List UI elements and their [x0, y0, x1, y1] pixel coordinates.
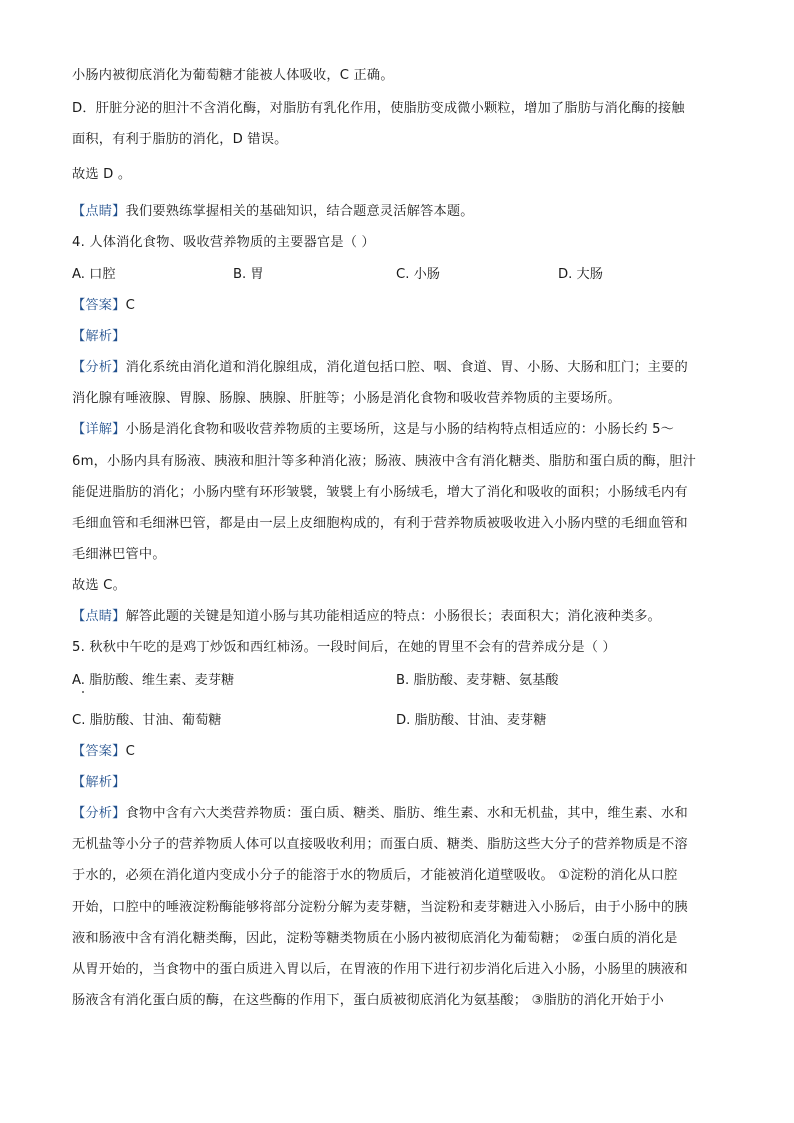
q4-jiexi-heading: 【解析】 [72, 329, 126, 344]
paragraph-line: 毛细淋巴管中。 [72, 547, 166, 562]
q5-option-c: C. 脂肪酸、甘油、葡萄糖 [72, 713, 222, 728]
q4-answer: C [125, 298, 135, 313]
paragraph-line: 消化腺有唾液腺、胃腺、肠腺、胰腺、肝脏等；小肠是消化食物和吸收营养物质的主要场所。 [72, 391, 621, 406]
question-4-stem: 4. 人体消化食物、吸收营养物质的主要器官是（ ） [72, 235, 375, 250]
paragraph-line: 能促进脂肪的消化；小肠内壁有环形皱襞，皱襞上有小肠绒毛，增大了消化和吸收的面积；小肠绒毛内有 [72, 485, 688, 500]
dianjing-line [72, 202, 722, 222]
stray-dot [82, 691, 84, 693]
q4-xiangjie-line [72, 420, 722, 440]
paragraph-line: 肠液含有消化蛋白质的酶，在这些酶的作用下，蛋白质被彻底消化为氨基酸； ③脂肪的消化开始于小 [72, 993, 665, 1008]
q4-option-b: B. 胃 [233, 267, 264, 282]
section-tag: 【分析】 [72, 806, 126, 821]
q5-jiexi-heading: 【解析】 [72, 775, 126, 790]
q4-option-a: A. 口腔 [72, 267, 116, 282]
paragraph-text: 小肠是消化食物和吸收营养物质的主要场所，这是与小肠的结构特点相适应的：小肠长约 5～ [125, 422, 675, 437]
paragraph-line: 故选 C。 [72, 578, 126, 593]
question-5-stem: 5. 秋秋中午吃的是鸡丁炒饭和西红柿汤。一段时间后，在她的胃里不会有的营养成分是（ ） [72, 640, 616, 655]
paragraph-line: 故选 D 。 [72, 167, 132, 182]
q4-option-c: C. 小肠 [396, 267, 440, 282]
paragraph-text: 消化系统由消化道和消化腺组成，消化道包括口腔、咽、食道、胃、小肠、大肠和肛门；主要的 [125, 360, 688, 375]
section-tag: 【点睛】 [72, 204, 126, 219]
q5-option-a: A. 脂肪酸、维生素、麦芽糖 [72, 673, 235, 688]
section-tag: 【点睛】 [72, 609, 126, 624]
paragraph-text: 食物中含有六大类营养物质：蛋白质、糖类、脂肪、维生素、水和无机盐，其中，维生素、水和 [125, 806, 688, 821]
q5-answer: C [125, 744, 135, 759]
paragraph-line: D．肝脏分泌的胆汁不含消化酶，对脂肪有乳化作用，使脂肪变成微小颗粒，增加了脂肪与消化酶的接触 [72, 101, 685, 116]
section-tag: 【分析】 [72, 360, 126, 375]
paragraph-line: 开始，口腔中的唾液淀粉酶能够将部分淀粉分解为麦芽糖，当淀粉和麦芽糖进入小肠后，由于小肠中的胰 [72, 900, 688, 915]
paragraph-line: 于水的，必须在消化道内变成小分子的能溶于水的物质后，才能被消化道壁吸收。 ①淀粉的消化从口腔 [72, 868, 678, 883]
paragraph-line: 毛细血管和毛细淋巴管，都是由一层上皮细胞构成的，有利于营养物质被吸收进入小肠内壁的毛细血管和 [72, 516, 688, 531]
q4-fenxi-line [72, 358, 722, 378]
paragraph-text: 解答此题的关键是知道小肠与其功能相适应的特点：小肠很长；表面积大；消化液种类多。 [125, 609, 662, 624]
q4-answer-line [72, 296, 722, 316]
section-tag: 【详解】 [72, 422, 126, 437]
q5-fenxi-line [72, 804, 722, 824]
dianjing-text: 我们要熟练掌握相关的基础知识，结合题意灵活解答本题。 [125, 204, 474, 219]
paragraph-line: 面积，有利于脂肪的消化，D 错误。 [72, 132, 288, 147]
q5-option-d: D. 脂肪酸、甘油、麦芽糖 [396, 713, 547, 728]
q5-answer-line [72, 742, 722, 762]
section-tag: 【答案】 [72, 298, 126, 313]
q4-dianjing-line [72, 607, 722, 627]
paragraph-line: 无机盐等小分子的营养物质人体可以直接吸收利用；而蛋白质、糖类、脂肪这些大分子的营养物质是不溶 [72, 837, 688, 852]
paragraph-line: 6m，小肠内具有肠液、胰液和胆汁等多种消化液；肠液、胰液中含有消化糖类、脂肪和蛋白质的酶，胆汁 [72, 454, 697, 469]
section-tag: 【答案】 [72, 744, 126, 759]
paragraph-line: 液和肠液中含有消化糖类酶，因此，淀粉等糖类物质在小肠内被彻底消化为葡萄糖； ②蛋白质的消化是 [72, 931, 678, 946]
q5-option-b: B. 脂肪酸、麦芽糖、氨基酸 [396, 673, 559, 688]
paragraph-line: 小肠内被彻底消化为葡萄糖才能被人体吸收，C 正确。 [72, 68, 394, 83]
paragraph-line: 从胃开始的，当食物中的蛋白质进入胃以后，在胃液的作用下进行初步消化后进入小肠，小肠里的胰液和 [72, 962, 688, 977]
q4-option-d: D. 大肠 [558, 267, 603, 282]
